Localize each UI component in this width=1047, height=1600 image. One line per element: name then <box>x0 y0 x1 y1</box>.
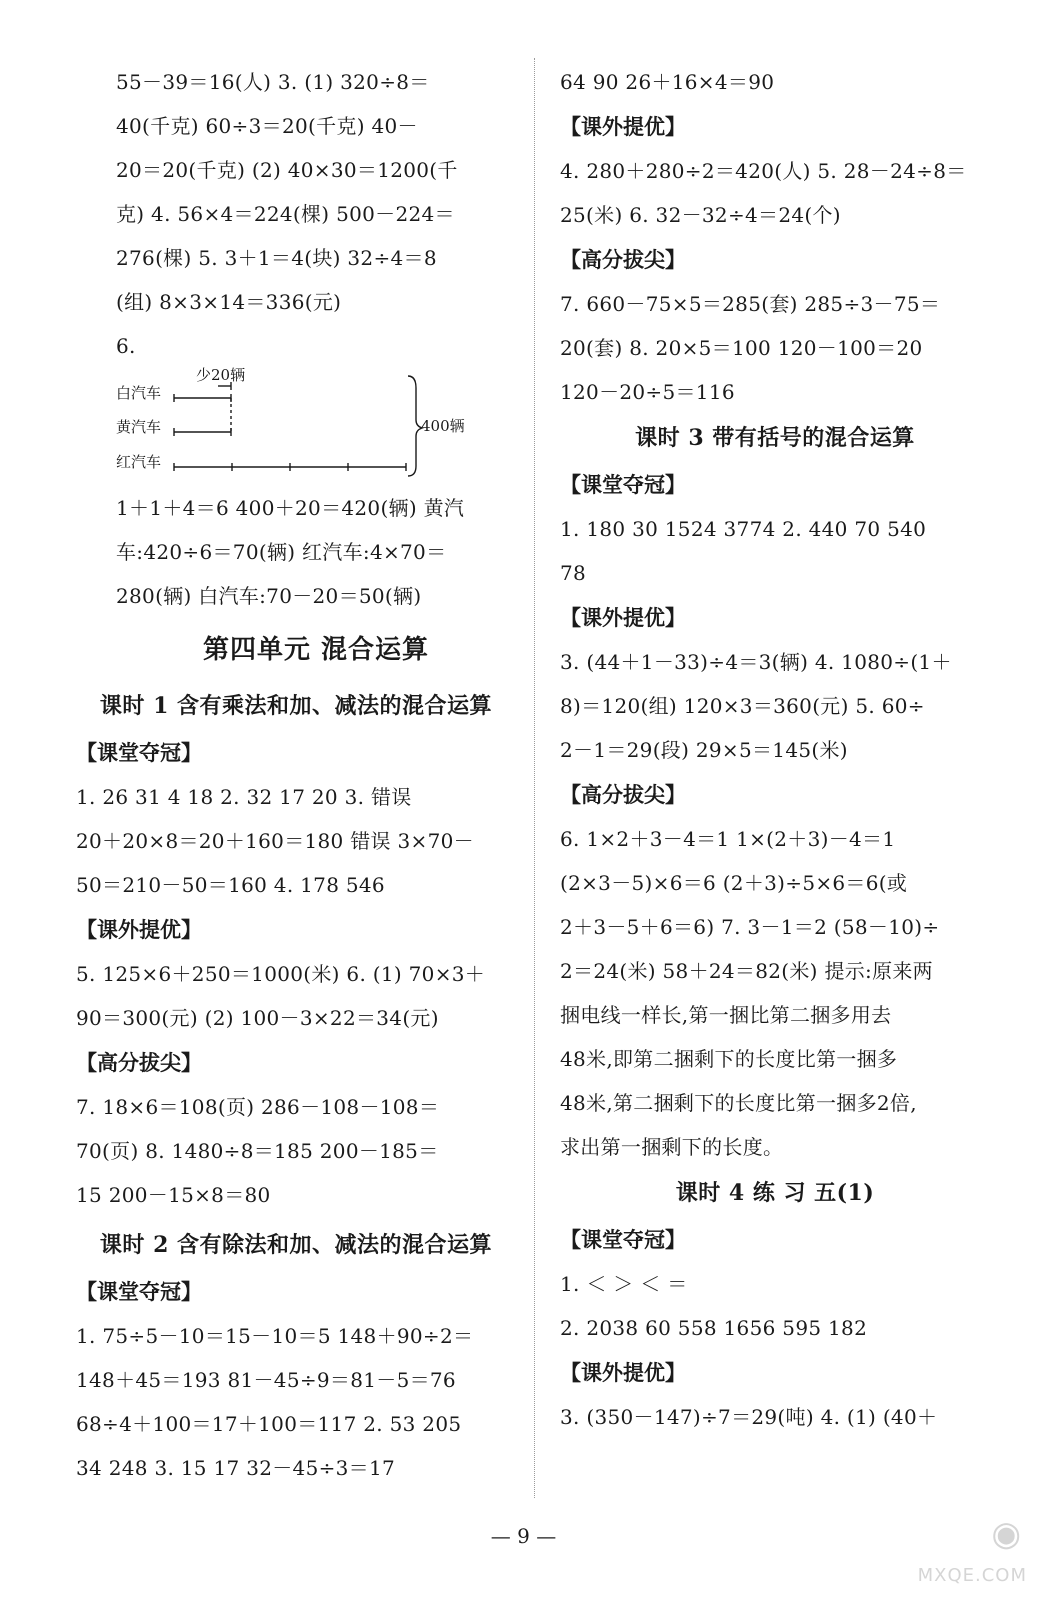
answer-line: 78 <box>560 561 587 585</box>
answer-line: 1. 180 30 1524 3774 2. 440 70 540 <box>560 517 927 541</box>
answer-line: 40(千克) 60÷3＝20(千克) 40－ <box>116 114 418 138</box>
answer-line: 1. 75÷5－10＝15－10＝5 148＋90÷2＝ <box>76 1324 474 1348</box>
answer-line: 280(辆) 白汽车:70－20＝50(辆) <box>116 584 422 608</box>
left-column <box>76 60 516 1490</box>
answer-line: 8)＝120(组) 120×3＝360(元) 5. 60÷ <box>560 694 925 718</box>
answer-line: 3. (44＋1－33)÷4＝3(辆) 4. 1080÷(1＋ <box>560 650 952 674</box>
answer-line: 68÷4＋100＝17＋100＝117 2. 53 205 <box>76 1412 462 1436</box>
total-400-label: 400辆 <box>421 417 465 435</box>
answer-line: 1＋1＋4＝6 400＋20＝420(辆) 黄汽 <box>116 496 465 520</box>
answer-line: 50＝210－50＝160 4. 178 546 <box>76 873 385 897</box>
answer-line: 3. (350－147)÷7＝29(吨) 4. (1) (40＋ <box>560 1405 938 1429</box>
answer-line: 25(米) 6. 32－32÷4＝24(个) <box>560 203 841 227</box>
unit-title: 第四单元 混合运算 <box>202 635 430 665</box>
answer-line: 1. ＜ ＞ ＜ ＝ <box>560 1272 688 1296</box>
lesson2-title: 课时 2 含有除法和加、减法的混合运算 <box>99 1232 493 1258</box>
answer-line: 2－1＝29(段) 29×5＝145(米) <box>560 738 848 762</box>
answer-line: 48米,即第二捆剩下的长度比第一捆多 <box>560 1047 898 1071</box>
answer-line: 7. 660－75×5＝285(套) 285÷3－75＝ <box>560 292 941 316</box>
car-diagram <box>116 368 516 486</box>
answer-line: 64 90 26＋16×4＝90 <box>560 70 775 94</box>
answer-line: 20(套) 8. 20×5＝100 120－100＝20 <box>560 336 923 360</box>
section-label: 【课外提优】 <box>560 605 686 630</box>
answer-line: 55－39＝16(人) 3. (1) 320÷8＝ <box>116 70 430 94</box>
answer-line: 70(页) 8. 1480÷8＝185 200－185＝ <box>76 1139 439 1163</box>
page-number: — 9 — <box>490 1524 557 1548</box>
section-label: 【高分拔尖】 <box>76 1050 202 1075</box>
answer-line: 90＝300(元) (2) 100－3×22＝34(元) <box>76 1006 439 1030</box>
answer-line: 20＝20(千克) (2) 40×30＝1200(千 <box>116 158 458 182</box>
answer-line: 2. 2038 60 558 1656 595 182 <box>560 1316 868 1340</box>
answer-line: 6. <box>116 334 136 358</box>
section-label: 【课外提优】 <box>560 114 686 139</box>
answer-line: 捆电线一样长,第一捆比第二捆多用去 <box>560 1003 892 1027</box>
answer-line: 120－20÷5＝116 <box>560 380 735 404</box>
white-car-label: 白汽车 <box>116 384 162 402</box>
answer-line: 20＋20×8＝20＋160＝180 错误 3×70－ <box>76 829 474 853</box>
section-label: 【课堂夺冠】 <box>76 1279 202 1304</box>
lesson1-body <box>76 730 516 1217</box>
answer-line: 15 200－15×8＝80 <box>76 1183 271 1207</box>
section-label: 【课堂夺冠】 <box>76 740 202 765</box>
answer-line: 6. 1×2＋3－4＝1 1×(2＋3)－4＝1 <box>560 827 896 851</box>
total-brace <box>408 376 422 476</box>
right-top-lines <box>560 60 990 414</box>
section-label: 【课堂夺冠】 <box>560 472 686 497</box>
lesson4-body <box>560 1217 990 1439</box>
answer-line: 1. 26 31 4 18 2. 32 17 20 3. 错误 <box>76 785 412 809</box>
section-label: 【高分拔尖】 <box>560 247 686 272</box>
column-divider <box>534 58 536 1498</box>
car-segments-svg <box>116 368 516 486</box>
yellow-car-label: 黄汽车 <box>116 418 162 436</box>
section-label: 【高分拔尖】 <box>560 782 686 807</box>
less-20-label: 少20辆 <box>196 366 246 384</box>
watermark-site: MXQE.COM <box>917 1565 1027 1586</box>
answer-line: 2＝24(米) 58＋24＝82(米) 提示:原来两 <box>560 959 933 983</box>
answer-line: 276(棵) 5. 3＋1＝4(块) 32÷4＝8 <box>116 246 437 270</box>
answer-line: 克) 4. 56×4＝224(棵) 500－224＝ <box>116 202 455 226</box>
section-label: 【课外提优】 <box>76 917 202 942</box>
answer-line: 求出第一捆剩下的长度。 <box>560 1135 784 1159</box>
lesson3-body <box>560 462 990 1169</box>
section-label: 【课堂夺冠】 <box>560 1227 686 1252</box>
answer-line: 34 248 3. 15 17 32－45÷3＝17 <box>76 1456 396 1480</box>
answer-line: (组) 8×3×14＝336(元) <box>116 290 342 314</box>
lesson3-title: 课时 3 带有括号的混合运算 <box>635 425 915 451</box>
lesson4-title: 课时 4 练 习 五(1) <box>675 1180 875 1206</box>
red-car-label: 红汽车 <box>116 453 162 471</box>
answer-line: (2×3－5)×6＝6 (2＋3)÷5×6＝6(或 <box>560 871 908 895</box>
answer-line: 2＋3－5＋6＝6) 7. 3－1＝2 (58－10)÷ <box>560 915 940 939</box>
answer-seal-icon: ◉ MXQE.COM <box>917 1514 1027 1586</box>
answer-line: 7. 18×6＝108(页) 286－108－108＝ <box>76 1095 440 1119</box>
left-post-lines <box>116 486 516 618</box>
right-column <box>560 60 990 1439</box>
lesson2-body <box>76 1269 516 1490</box>
answer-line: 4. 280＋280÷2＝420(人) 5. 28－24÷8＝ <box>560 159 967 183</box>
answer-line: 48米,第二捆剩下的长度比第一捆多2倍, <box>560 1091 917 1115</box>
answer-line: 车:420÷6＝70(辆) 红汽车:4×70＝ <box>116 540 447 564</box>
lesson1-title: 课时 1 含有乘法和加、减法的混合运算 <box>99 693 493 719</box>
answer-line: 148＋45＝193 81－45÷9＝81－5＝76 <box>76 1368 456 1392</box>
left-pre-lines <box>116 60 516 368</box>
answer-line: 5. 125×6＋250＝1000(米) 6. (1) 70×3＋ <box>76 962 486 986</box>
section-label: 【课外提优】 <box>560 1360 686 1385</box>
